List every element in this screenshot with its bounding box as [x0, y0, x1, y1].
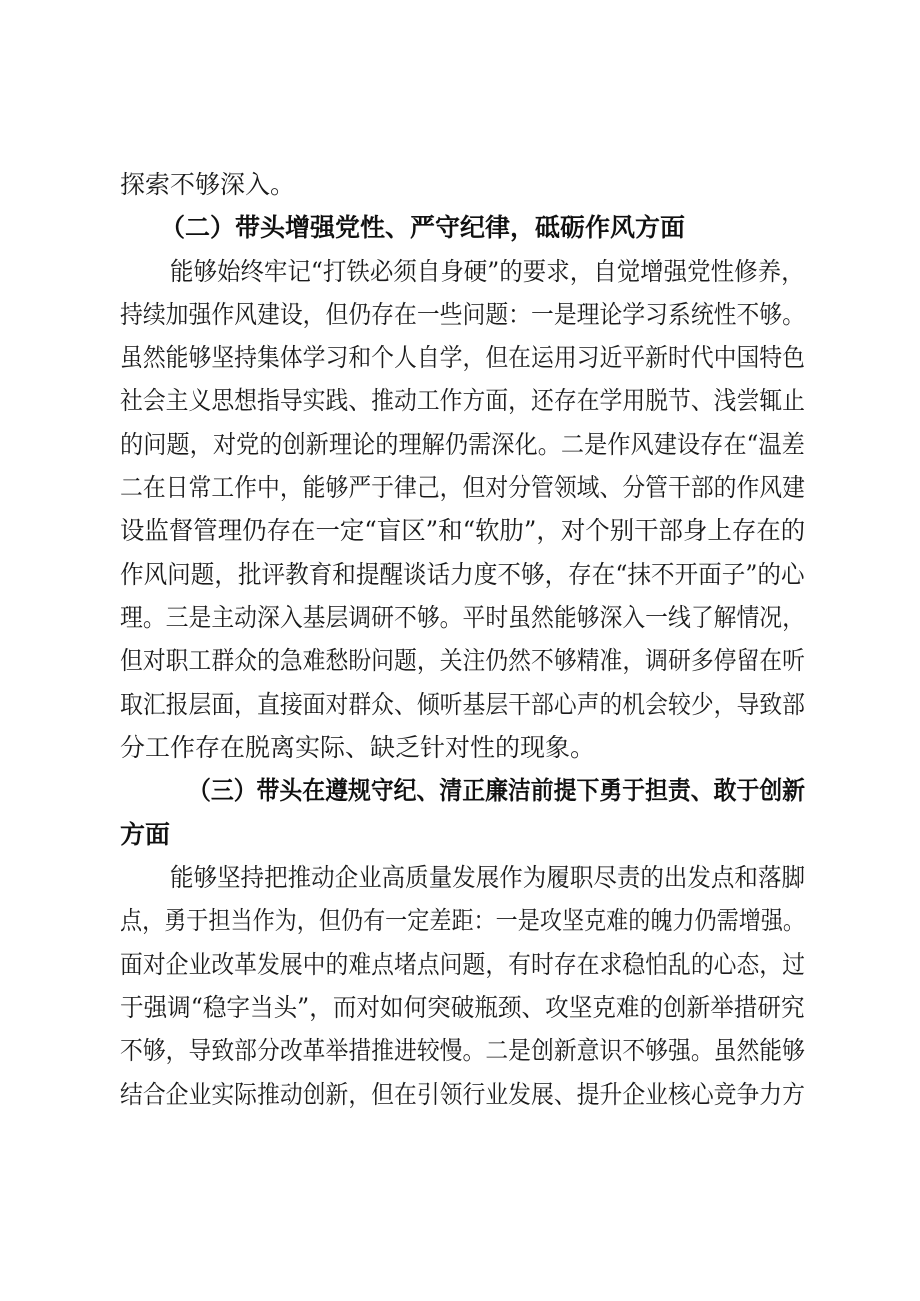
text-line: 理。三是主动深入基层调研不够。平时虽然能够深入一线了解情况，: [120, 603, 805, 632]
text-line: 取汇报层面，直接面对群众、倾听基层干部心声的机会较少，导致部: [120, 690, 805, 719]
text-line: 二在日常工作中，能够严于律己，但对分管领域、分管干部的作风建: [120, 473, 805, 502]
text-line: 于强调“稳字当头”，而对如何突破瓶颈、攻坚克难的创新举措研究: [120, 993, 805, 1022]
text-line: 探索不够深入。: [120, 170, 296, 199]
section-heading-3-continued: 方面: [120, 820, 171, 849]
text-line: 分工作存在脱离实际、缺乏针对性的现象。: [120, 733, 596, 762]
text-line: 社会主义思想指导实践、推动工作方面，还存在学用脱节、浅尝辄止: [120, 386, 805, 415]
text-line: 能够始终牢记“打铁必须自身硬”的要求，自觉增强党性修养，: [170, 257, 805, 286]
text-line: 持续加强作风建设，但仍存在一些问题：一是理论学习系统性不够。: [120, 300, 805, 329]
text-line: 但对职工群众的急难愁盼问题，关注仍然不够精准，调研多停留在听: [120, 646, 805, 675]
text-line: 能够坚持把推动企业高质量发展作为履职尽责的出发点和落脚: [170, 863, 805, 892]
text-line: 的问题，对党的创新理论的理解仍需深化。二是作风建设存在“温差: [120, 430, 805, 459]
text-line: 面对企业改革发展中的难点堵点问题，有时存在求稳怕乱的心态，过: [120, 950, 805, 979]
text-line: 设监督管理仍存在一定“盲区”和“软肋”，对个别干部身上存在的: [120, 516, 806, 545]
section-heading-3: （三）带头在遵规守纪、清正廉洁前提下勇于担责、敢于创新: [188, 776, 806, 805]
text-line: 结合企业实际推动创新，但在引领行业发展、提升企业核心竞争力方: [120, 1080, 805, 1109]
text-line: 不够，导致部分改革举措推进较慢。二是创新意识不够强。虽然能够: [120, 1036, 805, 1065]
text-line: 点，勇于担当作为，但仍有一定差距：一是攻坚克难的魄力仍需增强。: [120, 906, 806, 935]
text-line: 虽然能够坚持集体学习和个人自学，但在运用习近平新时代中国特色: [120, 343, 805, 372]
section-heading-2: （二）带头增强党性、严守纪律，砥砺作风方面: [160, 213, 686, 242]
text-line: 作风问题，批评教育和提醒谈话力度不够，存在“抹不开面子”的心: [120, 560, 805, 589]
